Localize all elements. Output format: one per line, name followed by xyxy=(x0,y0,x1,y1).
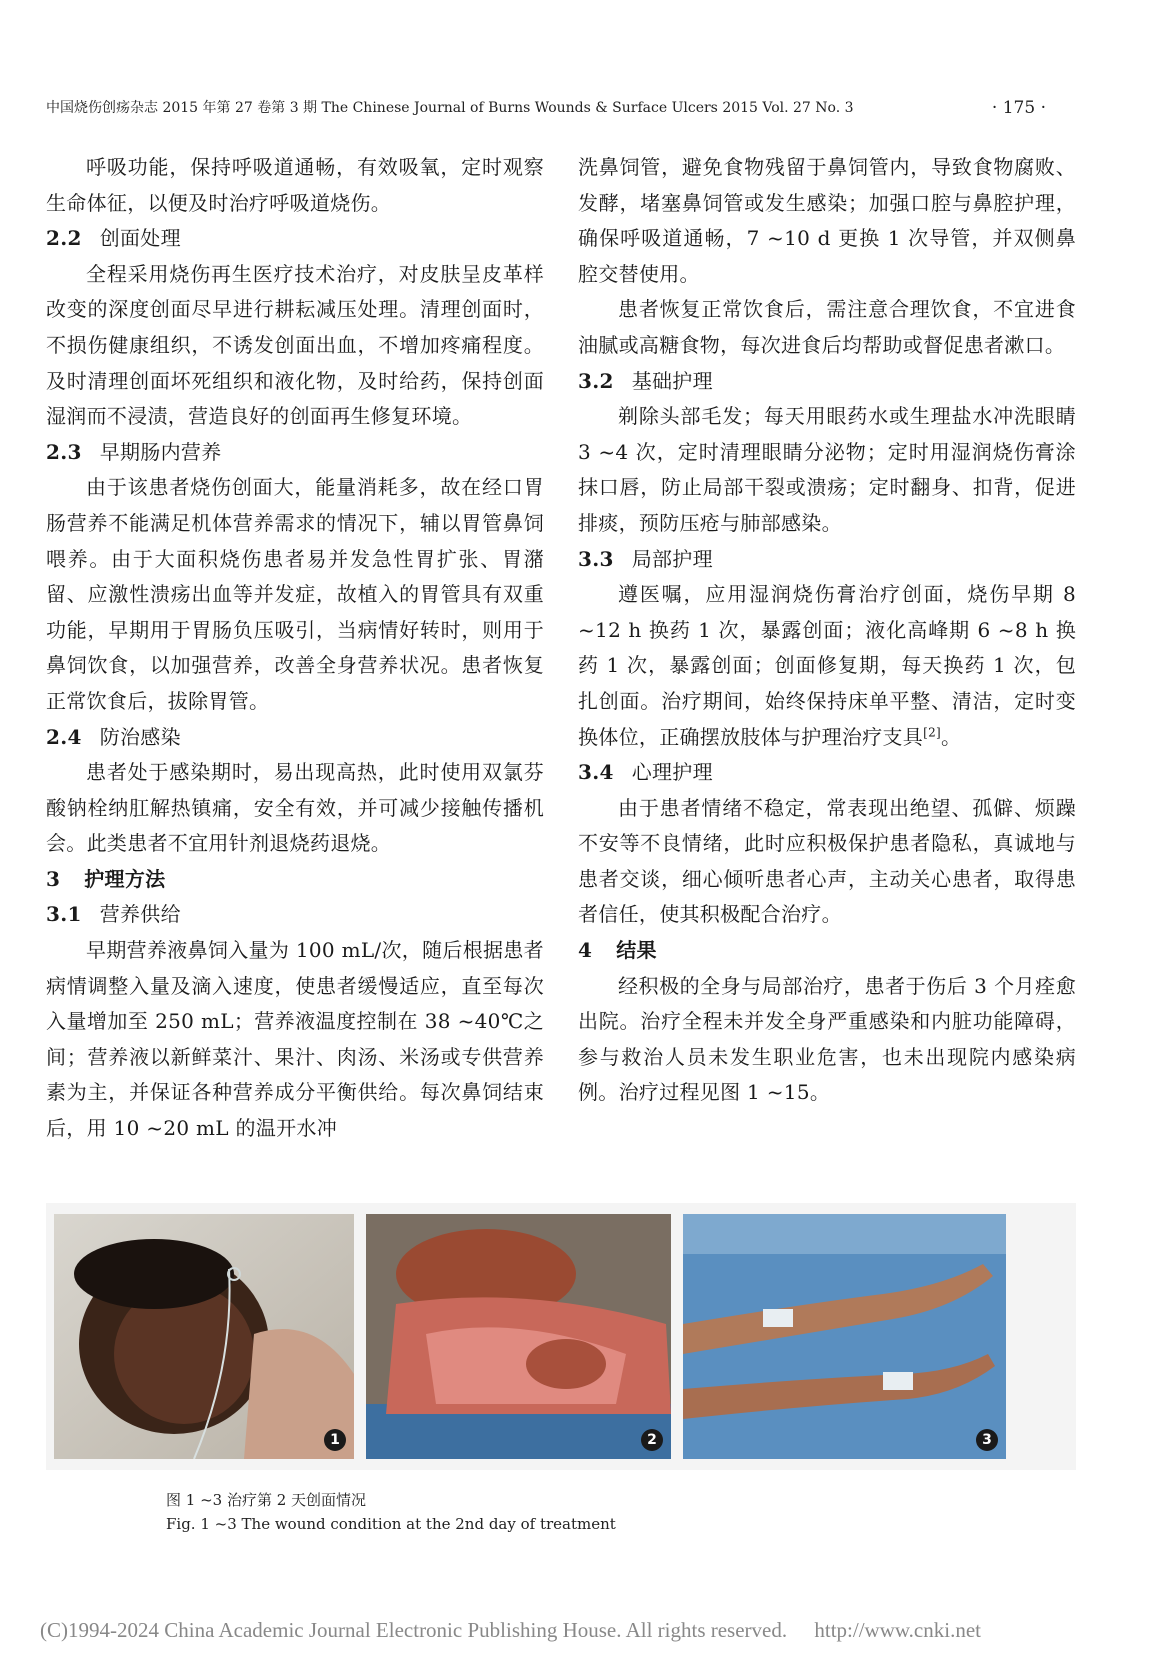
left-column xyxy=(46,150,544,1147)
paragraph-text: 洗鼻饲管，避免食物残留于鼻饲管内，导致食物腐败、发酵，堵塞鼻饲管或发生感染；加强口腔与鼻腔护理，确保呼吸道通畅，7 ~10 d 更换 1 次导管，并双侧鼻腔交替使用。 xyxy=(578,155,1076,286)
paragraph-text: 遵医嘱，应用湿润烧伤膏治疗创面，烧伤早期 8 ~12 h 换药 1 次，暴露创面；液化高峰期 6 ~8 h 换药 1 次，暴露创面；创面修复期，每天换药 1 次，包扎创面。治疗期间，始终保持床单平整、清洁，定时变换体位，正确摆放肢体与护理治疗支具 xyxy=(578,582,1076,749)
paragraph-text: 患者恢复正常饮食后，需注意合理饮食，不宜进食油腻或高糖食物，每次进食后均帮助或督促患者漱口。 xyxy=(578,297,1076,357)
figure-1-3 xyxy=(46,1203,1076,1470)
body-paragraph xyxy=(578,292,1076,363)
burned-face-photo xyxy=(54,1214,354,1459)
body-paragraph xyxy=(46,755,544,862)
section-title: 结果 xyxy=(616,938,657,963)
journal-header: 中国烧伤创疡杂志 2015 年第 27 卷第 3 期 The Chinese Journal of Burns Wounds & Surface Ulcers 2015 Vol. 27 No. 3 xyxy=(46,100,854,116)
section-number: 2.3 xyxy=(46,439,82,464)
section-number: 3.2 xyxy=(578,368,614,393)
copyright-text: (C)1994-2024 China Academic Journal Electronic Publishing House. All rights reserved. xyxy=(40,1618,788,1642)
copyright-footer xyxy=(40,1618,981,1643)
section-heading xyxy=(46,720,544,756)
paragraph-text: 早期营养液鼻饲入量为 100 mL/次，随后根据患者病情调整入量及滴入速度，使患者缓慢适应，直至每次入量增加至 250 mL；营养液温度控制在 38 ~40℃之间；营养液以新鲜菜汁、果汁、肉汤、米汤或专供营养素为主，并保证各种营养成分平衡供给。每次鼻饲结束后，用 10 ~20 mL 的温开水冲 xyxy=(46,938,544,1141)
body-paragraph xyxy=(46,150,544,221)
section-heading xyxy=(578,364,1076,400)
body-paragraph xyxy=(46,933,544,1147)
section-number: 2.4 xyxy=(46,724,82,749)
paragraph-text: 患者处于感染期时，易出现高热，此时使用双氯芬酸钠栓纳肛解热镇痛，安全有效，并可减少接触传播机会。此类患者不宜用针剂退烧药退烧。 xyxy=(46,760,544,856)
section-title: 基础护理 xyxy=(631,368,713,393)
page-number: · 175 · xyxy=(991,98,1046,118)
paragraph-text: 呼吸功能，保持呼吸道通畅，有效吸氧，定时观察生命体征，以便及时治疗呼吸道烧伤。 xyxy=(46,155,544,215)
section-number: 3.1 xyxy=(46,902,82,927)
paragraph-tail: 。 xyxy=(941,724,962,749)
burned-legs-photo xyxy=(683,1214,1006,1459)
section-heading xyxy=(46,435,544,471)
photo-number: 1 xyxy=(324,1429,346,1451)
section-heading xyxy=(46,221,544,257)
section-number: 3.3 xyxy=(578,546,614,571)
citation-ref[interactable]: [2] xyxy=(923,724,942,739)
body-paragraph xyxy=(46,470,544,719)
paragraph-text: 剃除头部毛发；每天用眼药水或生理盐水冲洗眼睛 3 ~4 次，定时清理眼睛分泌物；定时用湿润烧伤膏涂抹口唇，防止局部干裂或溃疡；定时翻身、扣背，促进排痰，预防压疮与肺部感染。 xyxy=(578,404,1076,535)
figure-caption xyxy=(166,1488,616,1536)
cnki-link[interactable]: http://www.cnki.net xyxy=(814,1618,981,1642)
body-paragraph xyxy=(578,399,1076,541)
body-paragraph xyxy=(578,577,1076,755)
paragraph-text: 全程采用烧伤再生医疗技术治疗，对皮肤呈皮革样改变的深度创面尽早进行耕耘减压处理。清理创面时，不损伤健康组织，不诱发创面出血，不增加疼痛程度。及时清理创面坏死组织和液化物，及时给药，保持创面湿润而不浸渍，营造良好的创面再生修复环境。 xyxy=(46,261,544,429)
section-heading xyxy=(46,862,544,898)
section-heading xyxy=(578,542,1076,578)
burned-torso-photo xyxy=(366,1214,671,1459)
section-title: 创面处理 xyxy=(99,226,181,251)
section-title: 护理方法 xyxy=(84,866,166,891)
section-title: 营养供给 xyxy=(99,902,181,927)
section-title: 早期肠内营养 xyxy=(99,439,222,464)
section-title: 心理护理 xyxy=(631,760,713,785)
caption-cn: 图 1 ~3 治疗第 2 天创面情况 xyxy=(166,1491,367,1509)
paragraph-text: 由于患者情绪不稳定，常表现出绝望、孤僻、烦躁不安等不良情绪，此时应积极保护患者隐私，真诚地与患者交谈，细心倾听患者心声，主动关心患者，取得患者信任，使其积极配合治疗。 xyxy=(578,795,1076,927)
body-paragraph xyxy=(46,257,544,435)
section-title: 局部护理 xyxy=(631,546,713,571)
right-column xyxy=(578,150,1076,1111)
photo-number: 2 xyxy=(641,1429,663,1451)
section-number: 4 xyxy=(578,938,593,963)
section-heading xyxy=(578,933,1076,969)
body-paragraph xyxy=(578,150,1076,292)
running-header xyxy=(46,96,1046,120)
section-heading xyxy=(578,755,1076,791)
section-number: 3.4 xyxy=(578,760,614,785)
body-paragraph xyxy=(578,791,1076,933)
section-number: 2.2 xyxy=(46,226,82,251)
section-number: 3 xyxy=(46,866,61,891)
caption-en: Fig. 1 ~3 The wound condition at the 2nd day of treatment xyxy=(166,1515,616,1533)
body-paragraph xyxy=(578,969,1076,1111)
paragraph-text: 由于该患者烧伤创面大，能量消耗多，故在经口胃肠营养不能满足机体营养需求的情况下，辅以胃管鼻饲喂养。由于大面积烧伤患者易并发急性胃扩张、胃潴留、应激性溃疡出血等并发症，故植入的胃管具有双重功能，早期用于胃肠负压吸引，当病情好转时，则用于鼻饲饮食，以加强营养，改善全身营养状况。患者恢复正常饮食后，拔除胃管。 xyxy=(46,475,544,713)
paragraph-text: 经积极的全身与局部治疗，患者于伤后 3 个月痊愈出院。治疗全程未并发全身严重感染和内脏功能障碍，参与救治人员未发生职业危害，也未出现院内感染病例。治疗过程见图 1 ~15。 xyxy=(578,973,1076,1105)
section-title: 防治感染 xyxy=(99,724,181,749)
photo-number: 3 xyxy=(976,1429,998,1451)
section-heading xyxy=(46,897,544,933)
